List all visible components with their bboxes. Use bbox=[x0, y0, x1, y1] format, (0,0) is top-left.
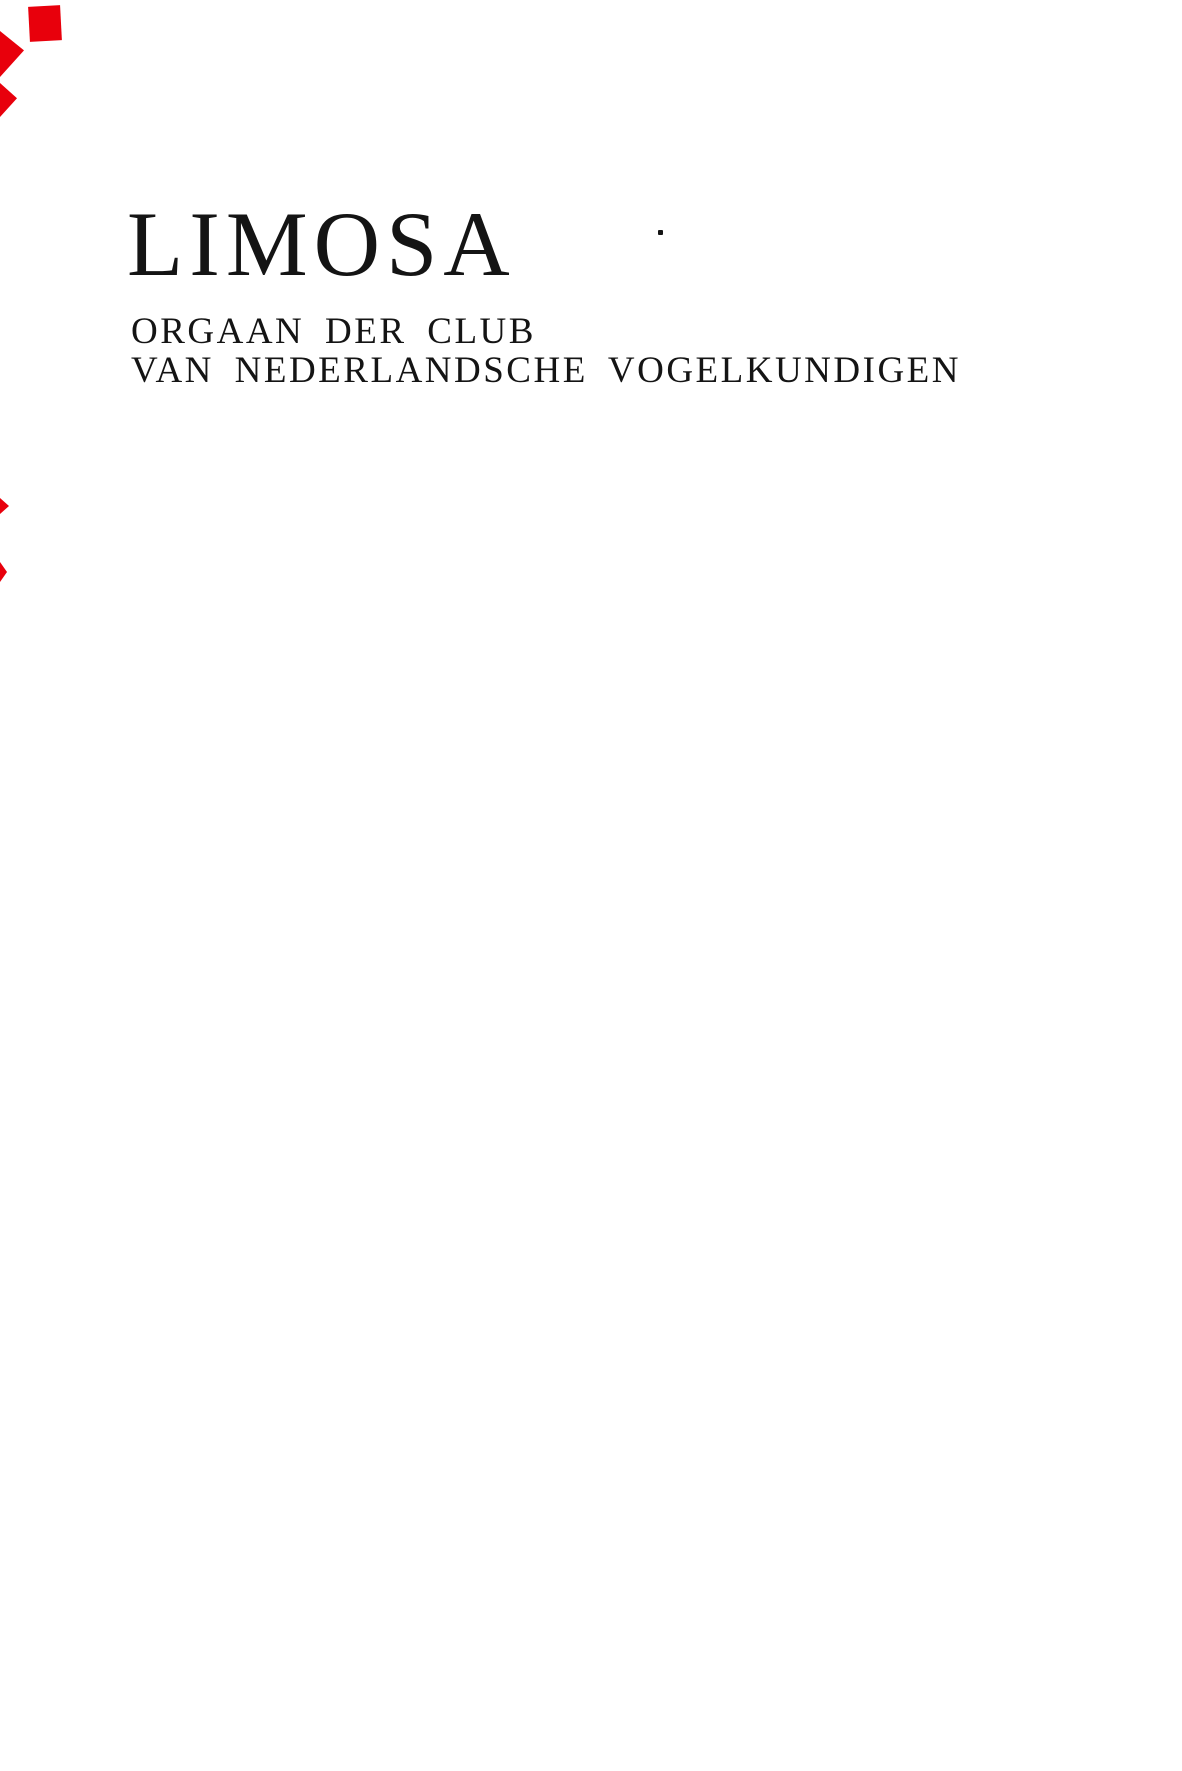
red-scan-artifact-speck-upper bbox=[0, 498, 9, 514]
ink-dot-artifact bbox=[658, 230, 663, 235]
red-scan-artifact-square bbox=[28, 5, 62, 42]
red-scan-artifact-wedge-small bbox=[0, 83, 17, 117]
subtitle-line-2: VAN NEDERLANDSCHE VOGELKUNDIGEN bbox=[131, 350, 961, 391]
subtitle-line-1: ORGAAN DER CLUB bbox=[131, 311, 536, 352]
red-scan-artifact-wedge-large bbox=[0, 31, 24, 77]
journal-subtitle bbox=[131, 312, 961, 390]
red-scan-artifact-speck-lower bbox=[0, 562, 7, 582]
journal-title: LIMOSA bbox=[127, 193, 516, 295]
